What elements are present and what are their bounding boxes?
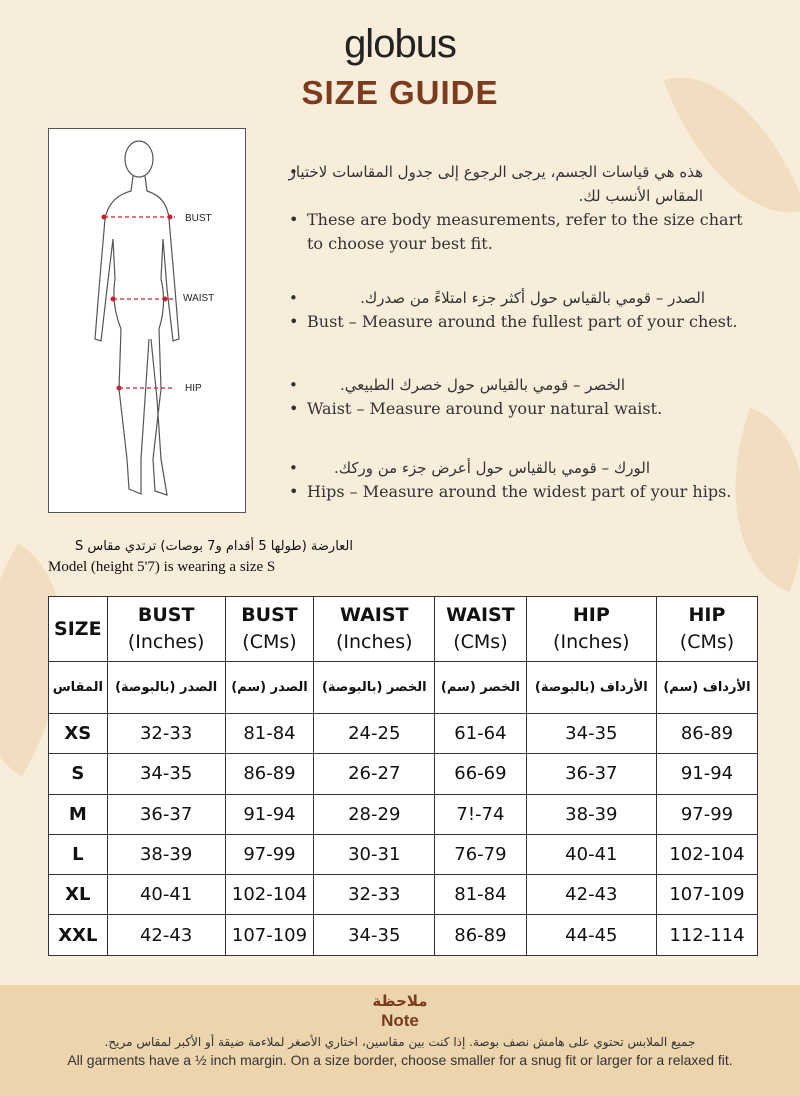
table-row [49, 875, 758, 915]
measurement-cell: 32-33 [107, 714, 225, 754]
note-title: Note [381, 1011, 419, 1030]
hip-label: HIP [185, 383, 202, 394]
model-note-ar: العارضة (طولها 5 أقدام و7 بوصات) ترتدي مقاس S [74, 539, 353, 554]
measurement-cell: 86-89 [435, 915, 527, 955]
measurement-cell: 38-39 [107, 834, 225, 874]
measurement-cell: 97-99 [656, 794, 757, 834]
waist-label: WAIST [183, 293, 215, 304]
note-band [0, 985, 800, 1096]
header-cell: BUST (CMs) [225, 597, 314, 662]
bullet-en: • Bust – Measure around the fullest part of your chest. [285, 310, 755, 334]
model-note-en: Model (height 5'7) is wearing a size S [48, 559, 276, 575]
header-cell: HIP (Inches) [526, 597, 656, 662]
page-title: SIZE GUIDE [301, 74, 499, 111]
measurement-cell: 91-94 [656, 754, 757, 794]
header-cell-ar: الأرداف (سم) [656, 662, 757, 714]
header-cell-ar: الصدر (بالبوصة) [107, 662, 225, 714]
measurement-cell: 30-31 [314, 834, 435, 874]
table-row [49, 754, 758, 794]
size-cell: S [49, 754, 108, 794]
header-cell-ar: الخصر (بالبوصة) [314, 662, 435, 714]
table-row [49, 915, 758, 955]
table-row [49, 834, 758, 874]
measurement-cell: 91-94 [225, 794, 314, 834]
measurement-cell: 28-29 [314, 794, 435, 834]
header-cell: WAIST (Inches) [314, 597, 435, 662]
body-figure-illustration [49, 129, 247, 514]
header-cell: SIZE [49, 597, 108, 662]
measurement-cell: 86-89 [225, 754, 314, 794]
bullet-en: • Waist – Measure around your natural waist. [285, 397, 755, 421]
bullet-en: • These are body measurements, refer to the size chart to choose your best fit. [285, 208, 755, 256]
measurement-cell: 44-45 [526, 915, 656, 955]
bullet-group-intro [285, 160, 755, 256]
size-cell: XL [49, 875, 108, 915]
note-title-ar: ملاحظة [372, 992, 428, 1010]
bullet-ar: • الصدر – قومي بالقياس حول أكثر جزء امتلاءً من صدرك. [285, 286, 705, 310]
measurement-cell: 24-25 [314, 714, 435, 754]
table-row [49, 794, 758, 834]
measurement-cell: 107-109 [225, 915, 314, 955]
brand-logo: globus [344, 22, 456, 66]
measurement-cell: 102-104 [656, 834, 757, 874]
model-note [48, 537, 353, 577]
header-cell-ar: الصدر (سم) [225, 662, 314, 714]
measurement-cell: 81-84 [225, 714, 314, 754]
size-cell: XXL [49, 915, 108, 955]
measurement-cell: 61-64 [435, 714, 527, 754]
bullet-group-hips [285, 456, 755, 504]
measurement-cell: 112-114 [656, 915, 757, 955]
bullet-ar: • الخصر – قومي بالقياس حول خصرك الطبيعي. [285, 373, 625, 397]
measurement-cell: 40-41 [107, 875, 225, 915]
measurement-cell: 42-43 [526, 875, 656, 915]
note-text: All garments have a ½ inch margin. On a size border, choose smaller for a snug fit or larger for a relaxed fit. [67, 1052, 733, 1068]
size-cell: XS [49, 714, 108, 754]
measurement-cell: 42-43 [107, 915, 225, 955]
measurement-cell: 97-99 [225, 834, 314, 874]
size-table [48, 596, 758, 956]
header-cell: HIP (CMs) [656, 597, 757, 662]
header-cell-ar: الأرداف (بالبوصة) [526, 662, 656, 714]
bullet-en: • Hips – Measure around the widest part of your hips. [285, 480, 755, 504]
header-cell-ar: المقاس [49, 662, 108, 714]
header-row [49, 597, 758, 662]
measurement-cell: 40-41 [526, 834, 656, 874]
measurement-cell: 76-79 [435, 834, 527, 874]
size-cell: M [49, 794, 108, 834]
bullet-ar: • الورك – قومي بالقياس حول أعرض جزء من وركك. [285, 456, 650, 480]
measurement-cell: 86-89 [656, 714, 757, 754]
measurement-cell: 36-37 [526, 754, 656, 794]
measurement-cell: 7!-74 [435, 794, 527, 834]
measurement-cell: 38-39 [526, 794, 656, 834]
header-row-ar [49, 662, 758, 714]
measurement-cell: 32-33 [314, 875, 435, 915]
bullet-group-waist [285, 373, 755, 421]
body-figure [48, 128, 246, 513]
measurement-cell: 81-84 [435, 875, 527, 915]
measurement-cell: 34-35 [526, 714, 656, 754]
bullet-group-bust [285, 286, 755, 334]
measurement-cell: 107-109 [656, 875, 757, 915]
measurement-cell: 34-35 [314, 915, 435, 955]
measurement-cell: 66-69 [435, 754, 527, 794]
bust-label: BUST [185, 213, 212, 224]
measurement-cell: 36-37 [107, 794, 225, 834]
header-cell: WAIST (CMs) [435, 597, 527, 662]
measurement-cell: 102-104 [225, 875, 314, 915]
measurement-cell: 34-35 [107, 754, 225, 794]
table-row [49, 714, 758, 754]
header-cell: BUST (Inches) [107, 597, 225, 662]
header-cell-ar: الخصر (سم) [435, 662, 527, 714]
bullet-ar: • هذه هي قياسات الجسم، يرجى الرجوع إلى جدول المقاسات لاختيار المقاس الأنسب لك. [285, 160, 725, 208]
size-cell: L [49, 834, 108, 874]
note-text-ar: جميع الملابس تحتوي على هامش نصف بوصة. إذا كنت بين مقاسين، اختاري الأصغر لملاءمة ضيقة أو الأكبر لمقاس مريح. [104, 1035, 696, 1049]
measurement-cell: 26-27 [314, 754, 435, 794]
